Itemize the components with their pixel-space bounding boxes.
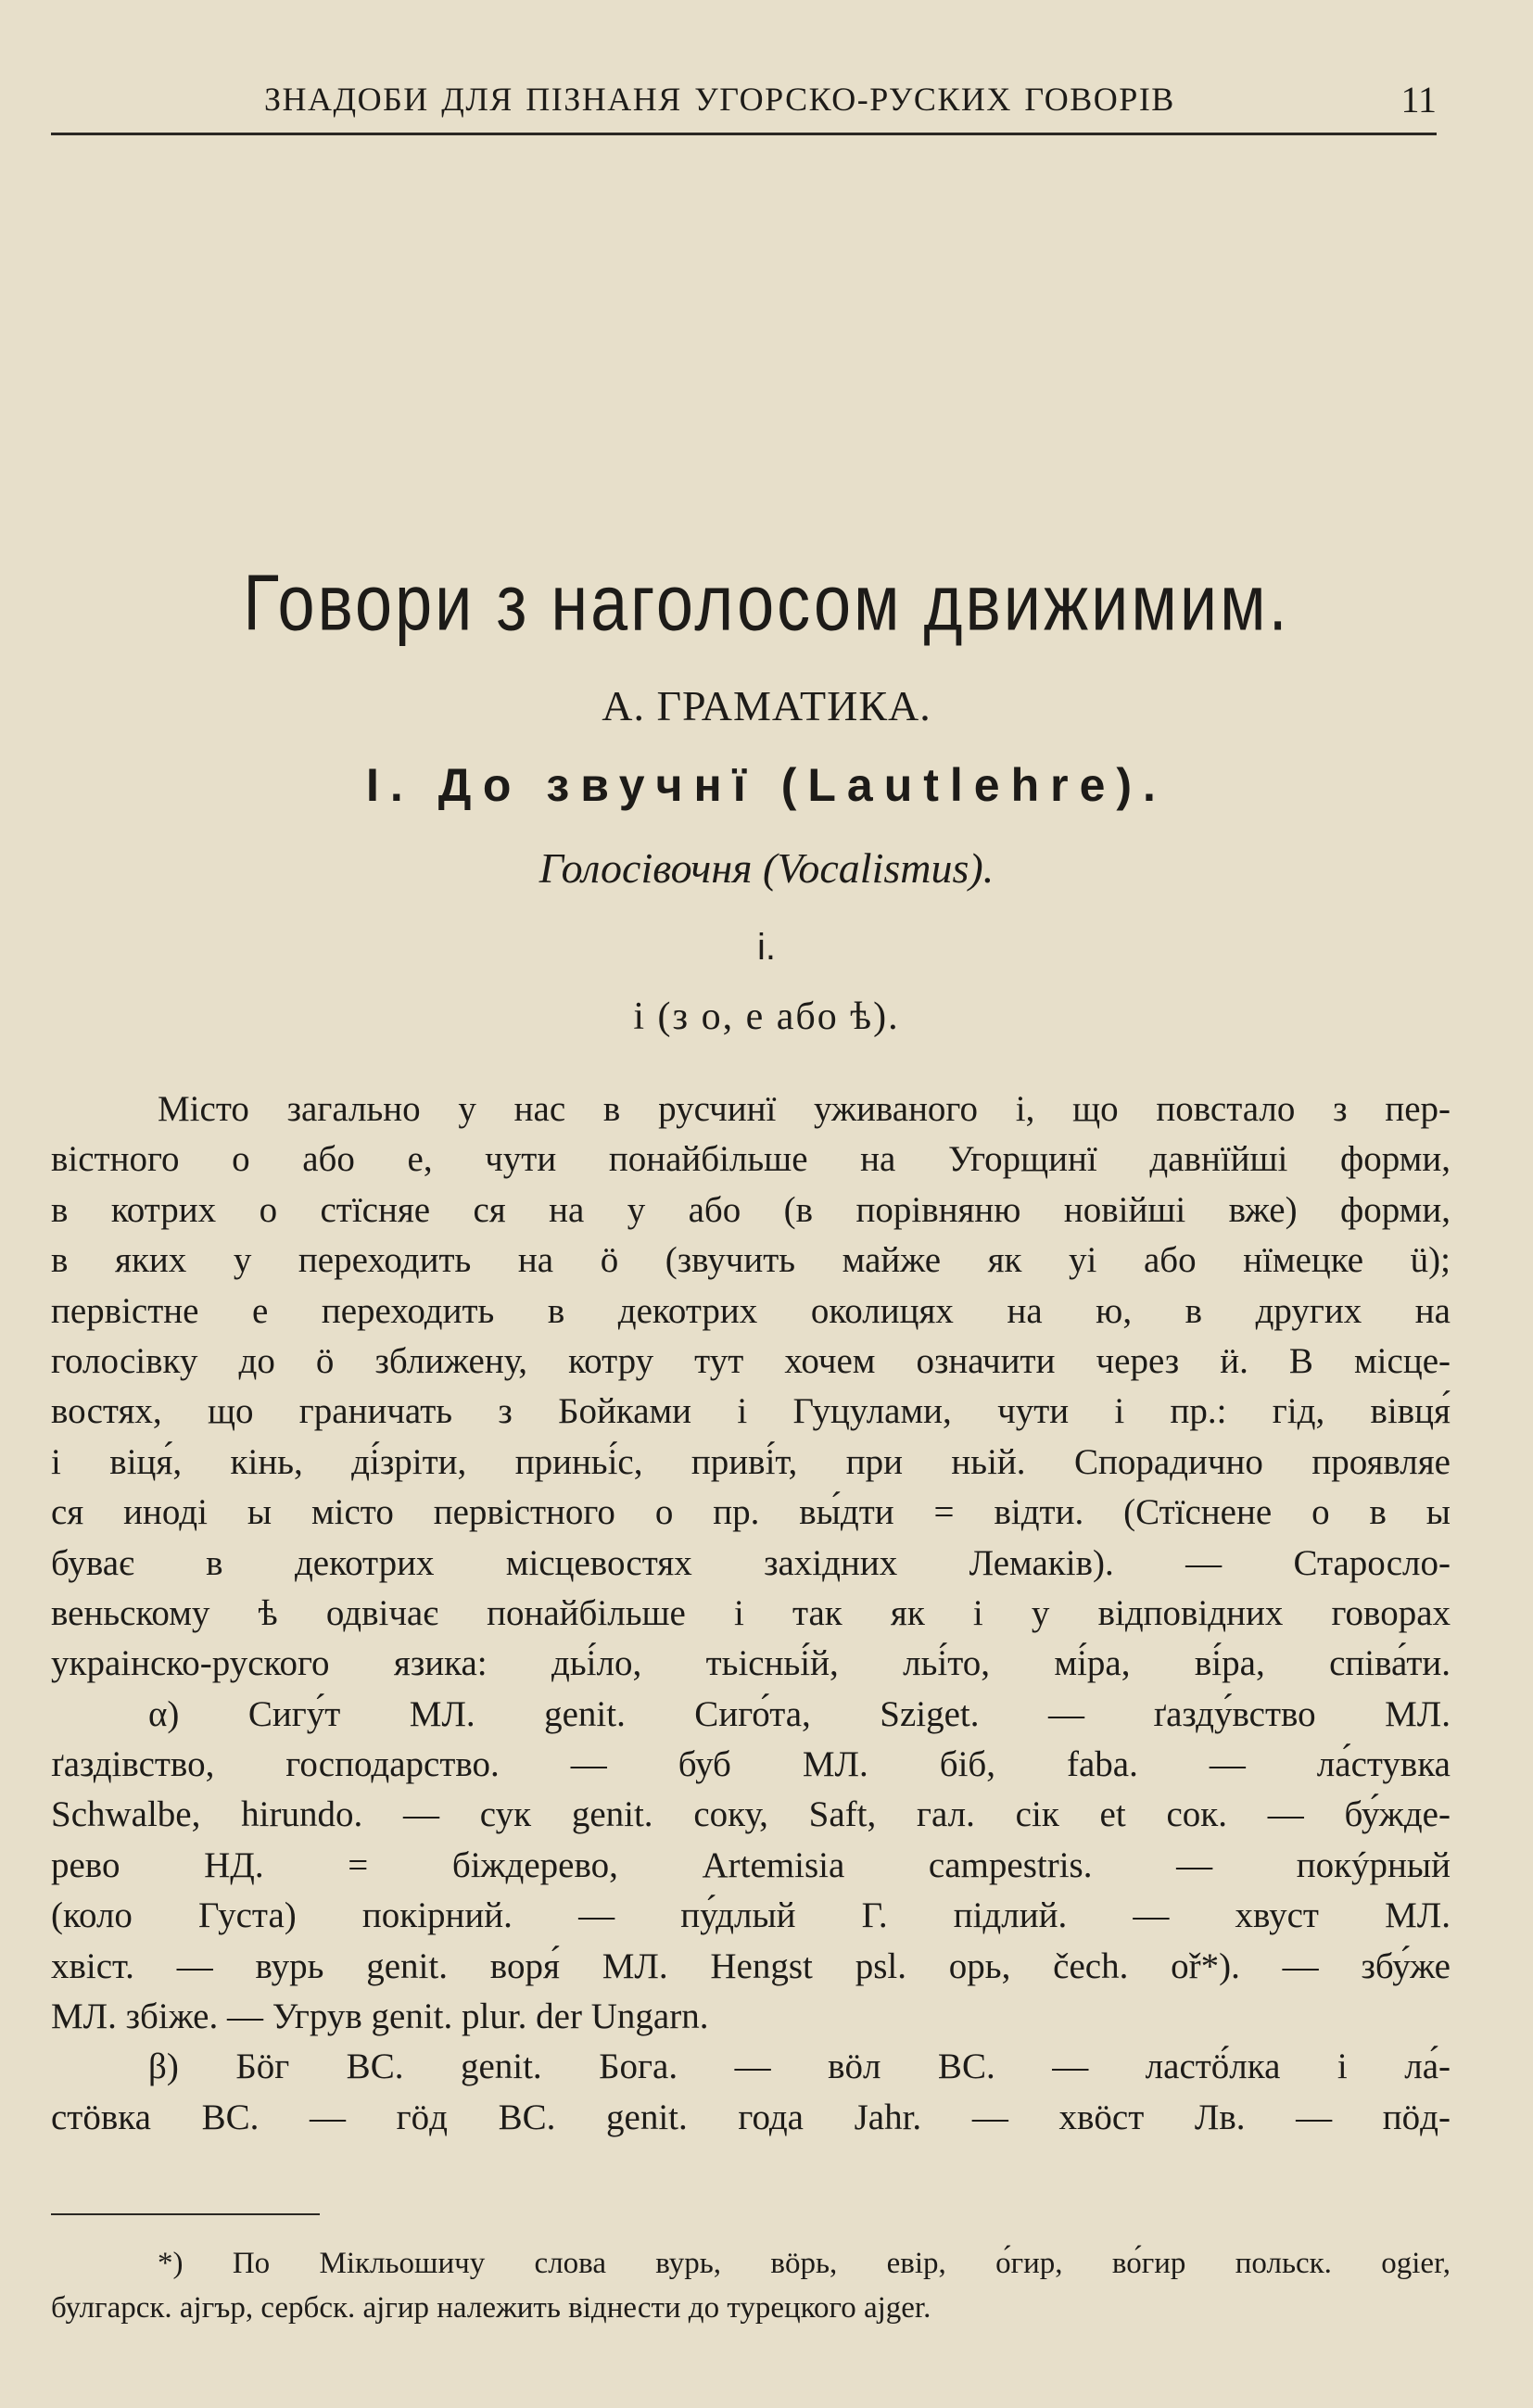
body-line: Schwalbe, hirundo. — сук genit. соку, Saft, гал. сік et сок. — бу́ждe-	[51, 1794, 1451, 1835]
body-line: стӧвка ВС. — гӧд ВС. genit. года Jahr. — хвӧст Лв. — пӧд-	[51, 2097, 1451, 2137]
vowel-heading: і (з о, е або ѣ).	[633, 995, 900, 1038]
body-line: буває в декотрих місцевостях західних Лемаків). — Старосло-	[51, 1542, 1451, 1583]
page-number: 11	[1400, 79, 1437, 120]
body-line: голосівку до ӧ зближену, котру тут хочем означити через ӥ. В місце-	[51, 1340, 1451, 1381]
body-line: рево НД. = біждерево, Artemisia campestris. — покýрный	[51, 1844, 1451, 1885]
body-line: вістного о або е, чути понайбільше на Угорщинї давнїйші форми,	[51, 1139, 1451, 1180]
body-line: МЛ. збіже. — Угрув genit. plur. der Ungarn.	[51, 1996, 709, 2037]
body-line: хвіст. — вурь genit. воря́ МЛ. Hengst psl. орь, čech. oř*). — збу́же	[51, 1945, 1451, 1986]
running-title: ЗНАДОБИ ДЛЯ ПІЗНАНЯ УГОРСКО-РУСКИХ ГОВОРІВ	[264, 81, 1175, 118]
body-line: первістне е переходить в декотрих околицях на ю, в других на	[51, 1290, 1451, 1331]
body-line: і віця́, кінь, ді́зріти, приньі́с, приві́т, при ньій. Спорадично проявляе	[51, 1441, 1451, 1482]
part-heading: А. ГРАМАТИКА.	[602, 682, 931, 729]
footnote	[51, 2241, 1451, 2330]
body-line: (коло Густа) покірний. — пу́длый Г. підлий. — хвуст МЛ.	[51, 1895, 1451, 1936]
body-line: α) Сигу́т МЛ. genit. Сиго́та, Sziget. — ґазду́вство МЛ.	[148, 1693, 1451, 1734]
body-line: в котрих о стїсняе ся на у або (в порівняню новійші вже) форми,	[51, 1189, 1451, 1230]
section-heading: I. До звучнї (Lautlehre).	[366, 759, 1167, 811]
body-line: ся иноді ы місто первістного о пр. вы́дти = відти. (Стїснене о в ы	[51, 1492, 1451, 1533]
running-header	[51, 72, 1437, 128]
body-line: ґаздівство, господарство. — буб МЛ. біб, faba. — ла́стувка	[51, 1744, 1451, 1785]
chapter-title: Говори з наголосом движимим.	[243, 559, 1290, 648]
body-line: востях, що граничать з Бойками і Гуцулами, чути і пр.: гід, вівця́	[51, 1391, 1451, 1432]
subsection-heading: Голосівочня (Vocalismus).	[538, 844, 995, 892]
body-line: Місто загально у нас в русчинї уживаного і, що повстало з пер-	[158, 1089, 1451, 1129]
body-line: β) Бӧг ВС. genit. Бога. — вӧл ВС. — ластӧ́лка і ла́-	[148, 2047, 1451, 2087]
body-line: украінско-руского язика: дьі́ло, тьісньі́й, льі́то, мі́ра, ві́ра, співа́ти.	[51, 1643, 1451, 1684]
body-line: веньскому ѣ одвічає понайбільше і так як і у відповідних говорах	[51, 1592, 1451, 1633]
footnote-line: *) По Мікльошичу слова вурь, вӧрь, евір, о́гир, во́гир польск. ogier,	[158, 2247, 1451, 2280]
footnote-rule	[51, 2213, 320, 2215]
item-numeral: i.	[757, 927, 776, 968]
footnote-line: булгарск. аjгър, сербск. аjгир належить віднести до турецкого ajger.	[51, 2291, 931, 2325]
header-rule	[51, 133, 1437, 135]
body-line: в яких у переходить на ӧ (звучить майже як уі або нїмецке ü);	[51, 1240, 1451, 1281]
body-text	[51, 1084, 1451, 2143]
